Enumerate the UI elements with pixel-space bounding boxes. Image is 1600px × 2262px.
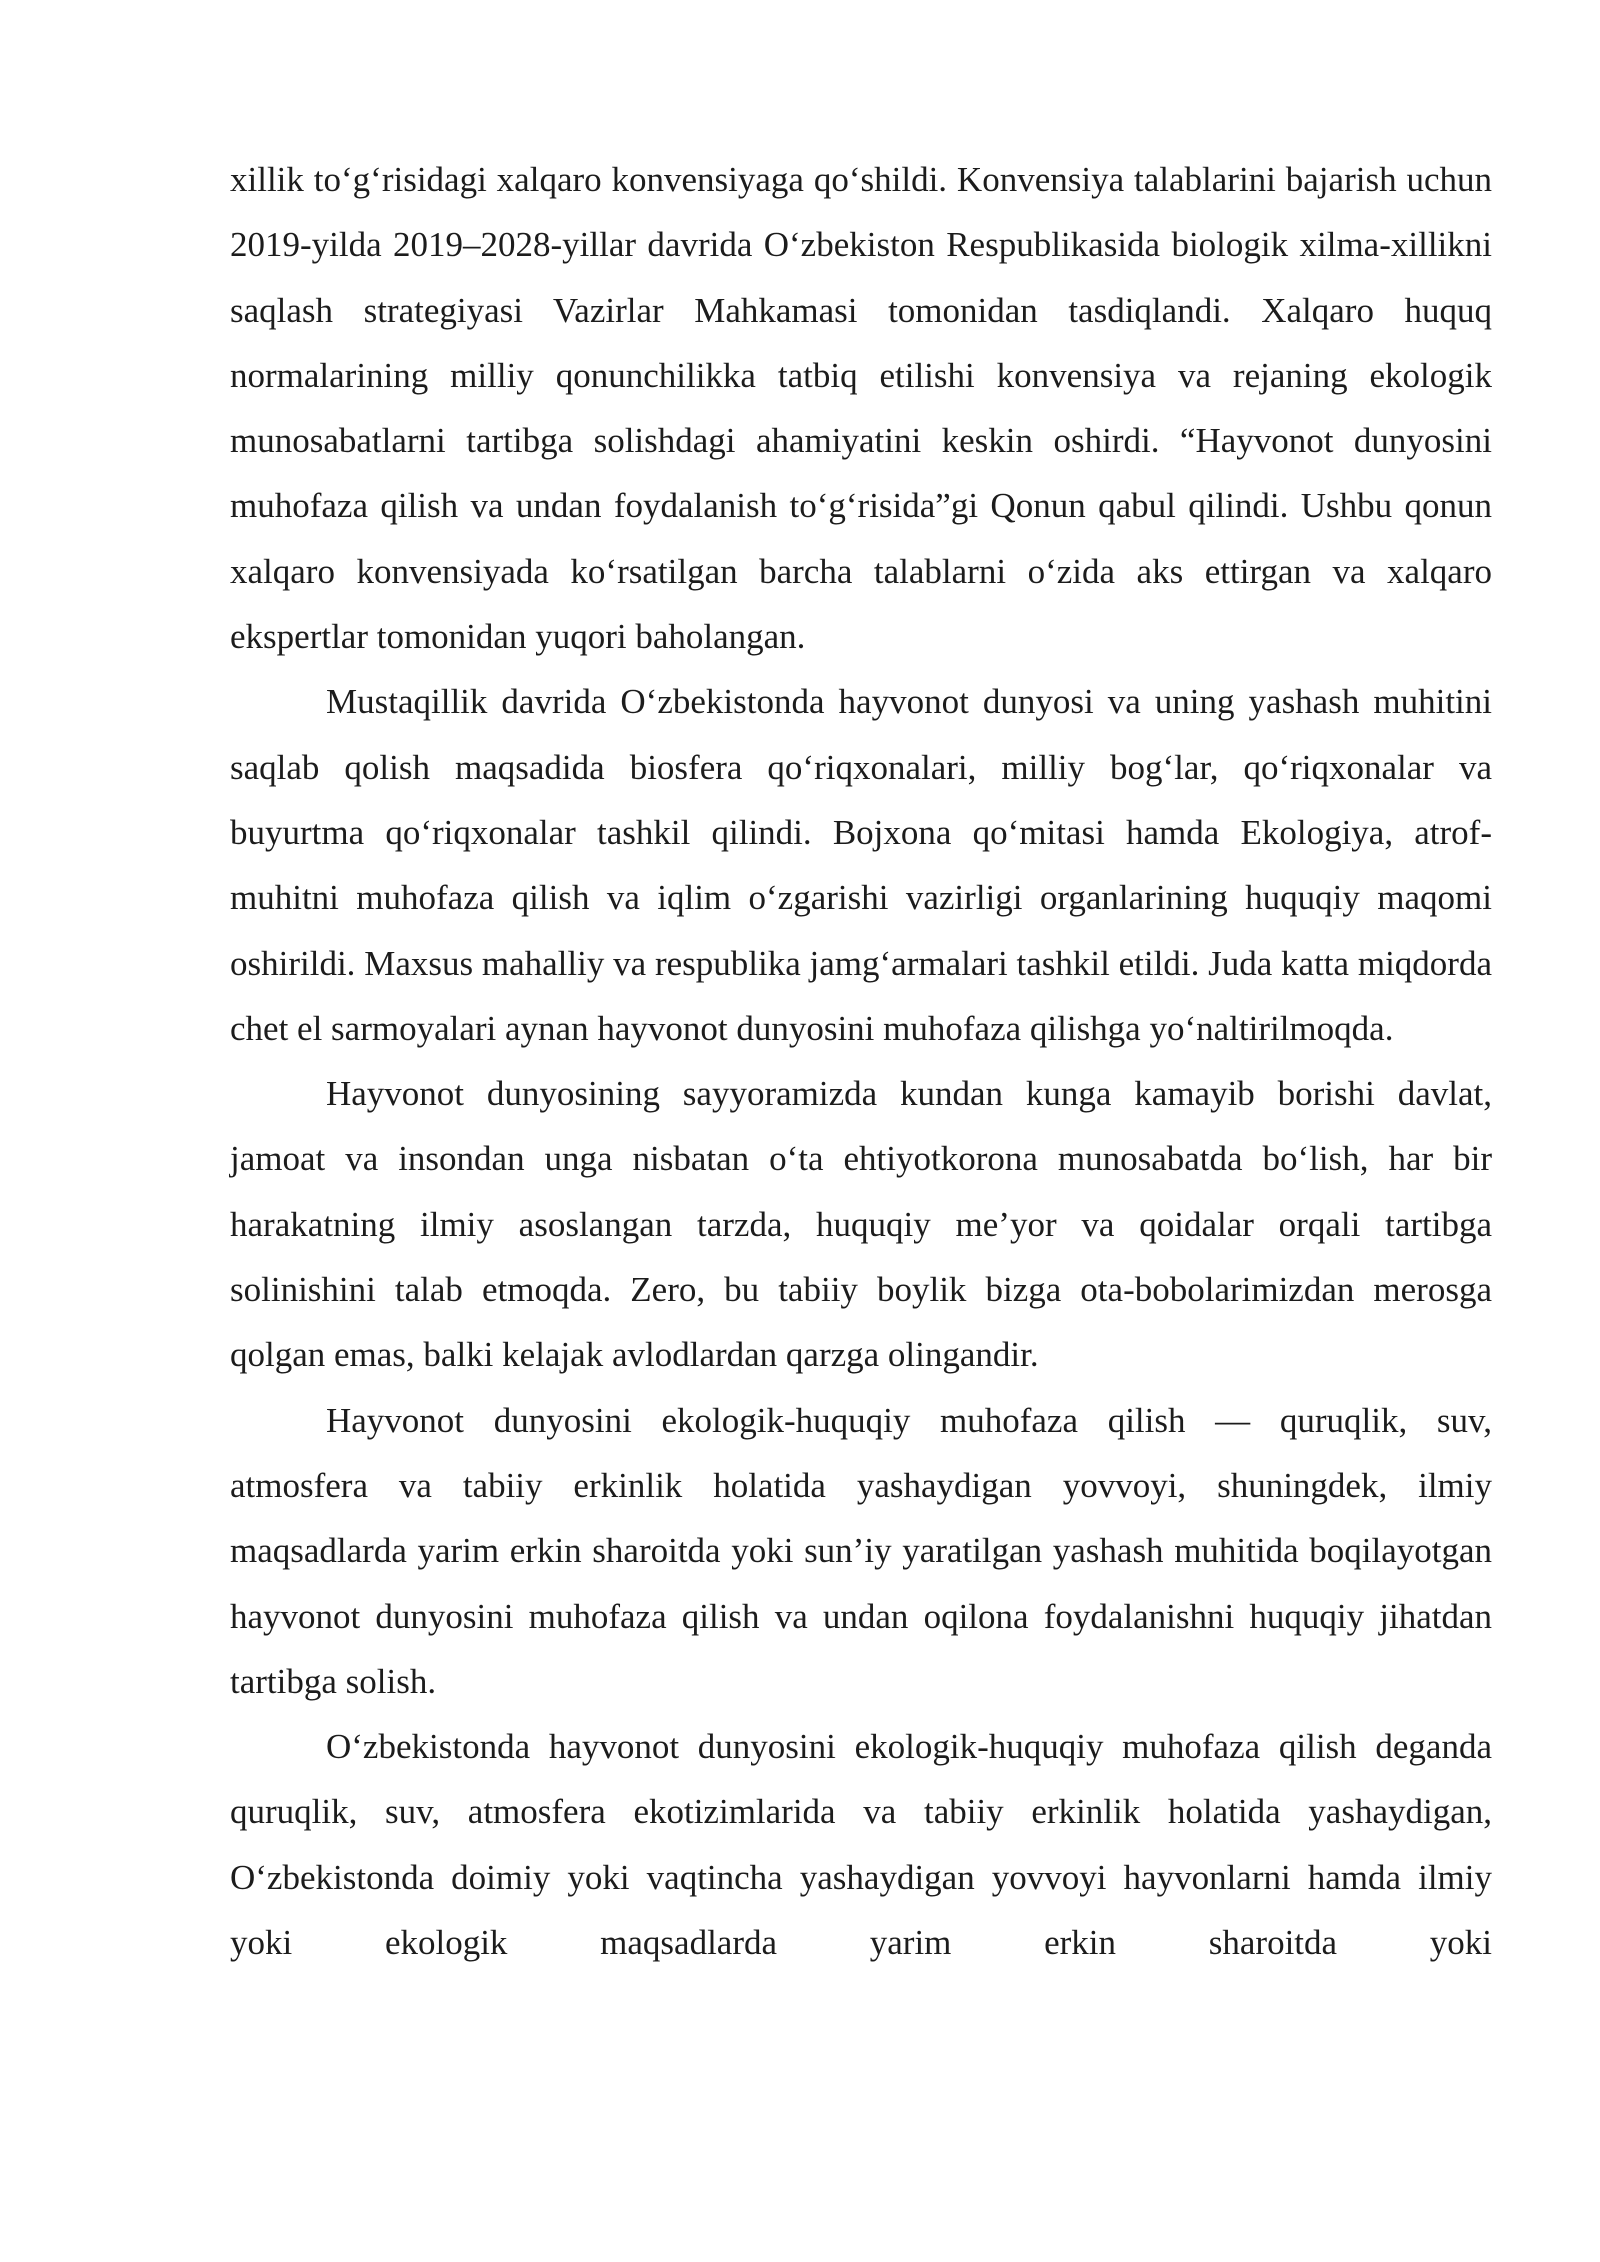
- paragraph-1: xillik to‘g‘risidagi xalqaro konvensiyaga qo‘shildi. Konvensiya talablarini bajarish uchun 2019-yilda 2019–2028-yillar davrida O‘zbekiston Respublikasida biologik xilma-xillikni saqlash strategiyasi Vazirlar Mahkamasi tomonidan tasdiqlandi. Xalqaro huquq normalarining milliy qonunchilikka tatbiq etilishi konvensiya va rejaning ekologik munosabatlarni tartibga solishdagi ahamiyatini keskin oshirdi. “Hayvonot dunyosini muhofaza qilish va undan foydalanish to‘g‘risida”gi Qonun qabul qilindi. Ushbu qonun xalqaro konvensiyada ko‘rsatilgan barcha talablarni o‘zida aks ettirgan va xalqaro ekspertlar tomonidan yuqori baholangan.: [230, 160, 1492, 657]
- document-page: [230, 147, 1492, 1975]
- paragraph-3: Hayvonot dunyosining sayyoramizda kundan kunga kamayib borishi davlat, jamoat va insondan unga nisbatan o‘ta ehtiyotkorona munosabatda bo‘lish, har bir harakatning ilmiy asoslangan tarzda, huquqiy me’yor va qoidalar orqali tartibga solinishini talab etmoqda. Zero, bu tabiiy boylik bizga ota-bobolarimizdan merosga qolgan emas, balki kelajak avlodlardan qarzga olingandir.: [230, 1074, 1492, 1375]
- paragraph-5: O‘zbekistonda hayvonot dunyosini ekologik-huquqiy muhofaza qilish deganda quruqlik, suv, atmosfera ekotizimlarida va tabiiy erkinlik holatida yashaydigan, O‘zbekistonda doimiy yoki vaqtincha yashaydigan yovvoyi hayvonlarni hamda ilmiy yoki ekologik maqsadlarda yarim erkin sharoitda yoki: [230, 1727, 1492, 1963]
- paragraph-2: Mustaqillik davrida O‘zbekistonda hayvonot dunyosi va uning yashash muhitini saqlab qolish maqsadida biosfera qo‘riqxonalari, milliy bog‘lar, qo‘riqxonalar va buyurtma qo‘riqxonalar tashkil qilindi. Bojxona qo‘mitasi hamda Ekologiya, atrof-muhitni muhofaza qilish va iqlim o‘zgarishi vazirligi organlarining huquqiy maqomi oshirildi. Maxsus mahalliy va respublika jamg‘armalari tashkil etildi. Juda katta miqdorda chet el sarmoyalari aynan hayvonot dunyosini muhofaza qilishga yo‘naltirilmoqda.: [230, 682, 1492, 1048]
- paragraph-4: Hayvonot dunyosini ekologik-huquqiy muhofaza qilish — quruqlik, suv, atmosfera va tabiiy erkinlik holatida yashaydigan yovvoyi, shuningdek, ilmiy maqsadlarda yarim erkin sharoitda yoki sun’iy yaratilgan yashash muhitida boqilayotgan hayvonot dunyosini muhofaza qilish va undan oqilona foydalanishni huquqiy jihatdan tartibga solish.: [230, 1400, 1492, 1701]
